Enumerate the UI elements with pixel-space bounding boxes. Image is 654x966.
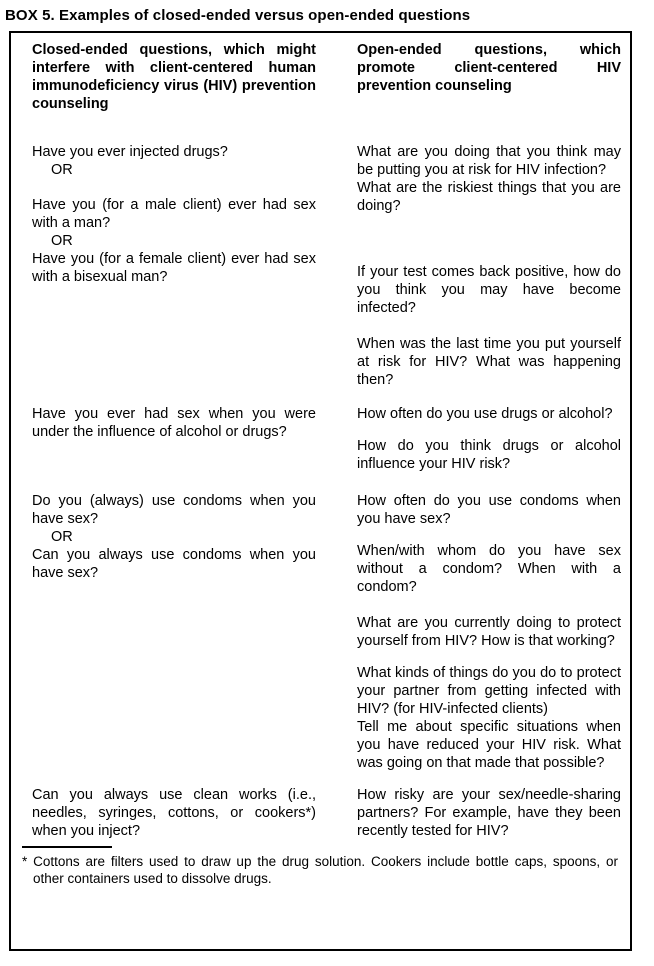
open-questions-group-alcohol <box>357 405 621 473</box>
open-q-last-time-risk: When was the last time you put yourself at risk for HIV? What was happening then? <box>357 336 621 388</box>
or-connector: OR <box>51 162 73 178</box>
open-questions-group-risk-history <box>357 143 621 389</box>
closed-q-always-use-condoms: Do you (always) use condoms when you have sex? <box>32 493 316 527</box>
closed-questions-group-clean-works <box>32 786 316 840</box>
closed-q-sex-with-bisexual-man: Have you (for a female client) ever had sex with a bisexual man? <box>32 251 316 285</box>
open-q-when-with-whom: When/with whom do you have sex without a condom? When with a condom? <box>357 543 621 595</box>
open-q-protect-partner: What kinds of things do you do to protect your partner from getting infected with HIV? (for HIV-infected clients) <box>357 665 621 717</box>
questions-box <box>9 31 632 951</box>
box-title: BOX 5. Examples of closed-ended versus open-ended questions <box>5 7 471 24</box>
closed-q-clean-works: Can you always use clean works (i.e., needles, syringes, cottons, or cookers*) when you inject? <box>32 787 316 839</box>
footnote: * Cottons are filters used to draw up the drug solution. Cookers include bottle caps, spoons, or other containers used to dissolve drugs. <box>22 854 618 886</box>
open-q-specific-situations: Tell me about specific situations when you have reduced your HIV risk. What was going on that made that possible? <box>357 719 621 771</box>
or-connector: OR <box>51 529 73 545</box>
footnote-rule <box>22 846 112 848</box>
closed-questions-group-alcohol <box>32 405 316 473</box>
open-q-test-positive: If your test comes back positive, how do you think you may have become infected? <box>357 264 621 316</box>
open-q-riskiest-things: What are the riskiest things that you are doing? <box>357 180 621 214</box>
closed-questions-group-drug-sex-history <box>32 143 316 389</box>
closed-questions-group-condoms <box>32 492 316 772</box>
or-connector: OR <box>51 233 73 249</box>
open-q-currently-doing: What are you currently doing to protect yourself from HIV? How is that working? <box>357 615 621 649</box>
open-ended-column-header: Open-ended questions, which promote client-centered HIV prevention counseling <box>357 42 621 94</box>
closed-q-sex-under-influence: Have you ever had sex when you were under the influence of alcohol or drugs? <box>32 406 316 440</box>
open-q-condoms-freq: How often do you use condoms when you have sex? <box>357 493 621 527</box>
open-q-risky-partners: How risky are your sex/needle-sharing partners? For example, have they been recently tested for HIV? <box>357 787 621 839</box>
open-questions-group-partners <box>357 786 621 840</box>
open-q-drugs-alcohol-freq: How often do you use drugs or alcohol? <box>357 406 613 422</box>
open-q-drugs-alcohol-influence: How do you think drugs or alcohol influence your HIV risk? <box>357 438 621 472</box>
open-q-risk-think: What are you doing that you think may be putting you at risk for HIV infection? <box>357 144 621 178</box>
two-column-table <box>32 41 621 840</box>
closed-q-sex-with-man: Have you (for a male client) ever had sex with a man? <box>32 197 316 231</box>
closed-ended-column-header: Closed-ended questions, which might interfere with client-centered human immunodeficiency virus (HIV) prevention counseling <box>32 42 316 112</box>
closed-q-can-always-use-condoms: Can you always use condoms when you have sex? <box>32 547 316 581</box>
open-questions-group-condoms <box>357 492 621 772</box>
closed-q-injected-drugs: Have you ever injected drugs? <box>32 144 228 160</box>
